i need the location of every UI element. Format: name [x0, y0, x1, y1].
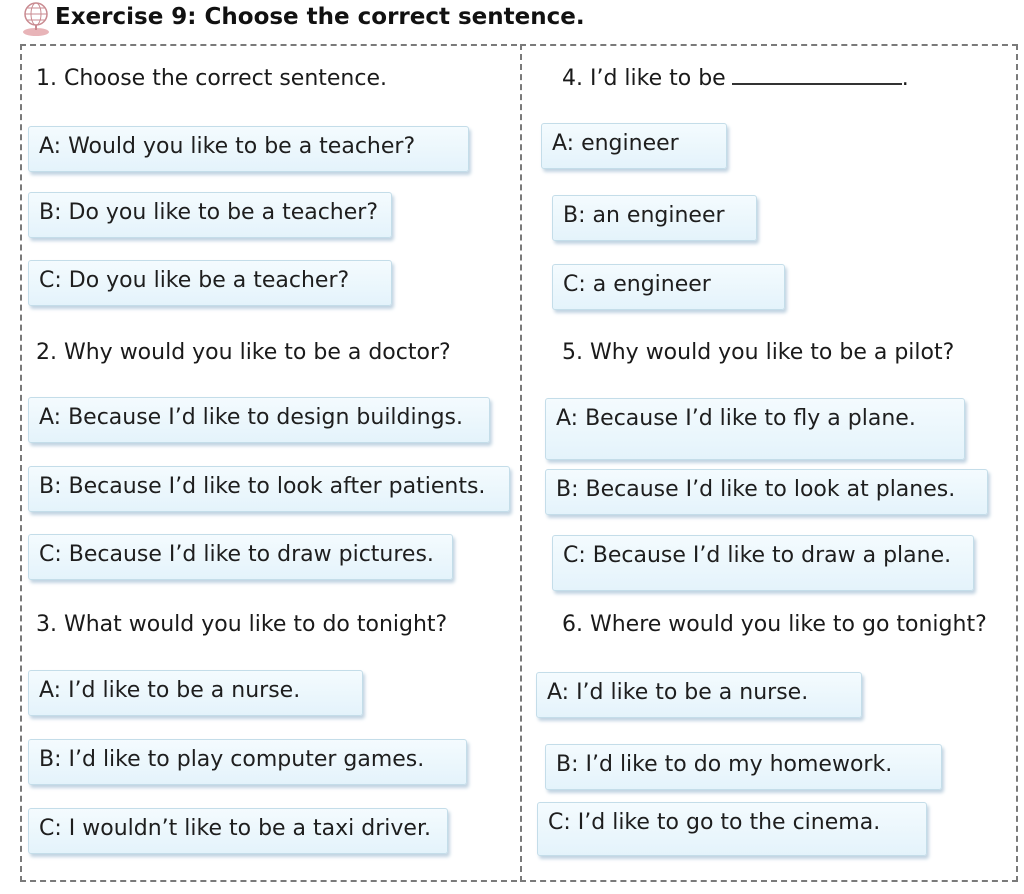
question-6-option-a[interactable]: A: I’d like to be a nurse. [536, 672, 862, 718]
question-3-option-c[interactable]: C: I wouldn’t like to be a taxi driver. [28, 808, 448, 854]
page-title: Exercise 9: Choose the correct sentence. [55, 4, 585, 30]
question-4-prompt-end: . [901, 66, 909, 91]
question-5-option-b[interactable]: B: Because I’d like to look at planes. [545, 469, 988, 515]
question-2-option-a[interactable]: A: Because I’d like to design buildings. [28, 397, 490, 443]
question-1-option-c[interactable]: C: Do you like be a teacher? [28, 260, 392, 306]
globe-icon [18, 0, 58, 38]
question-3-prompt: 3. What would you like to do tonight? [36, 612, 448, 637]
question-6-option-c[interactable]: C: I’d like to go to the cinema. [537, 802, 927, 856]
question-4-option-b[interactable]: B: an engineer [552, 195, 757, 241]
question-1-option-a[interactable]: A: Would you like to be a teacher? [28, 126, 469, 172]
question-3-option-a[interactable]: A: I’d like to be a nurse. [28, 670, 363, 716]
question-6-option-b[interactable]: B: I’d like to do my homework. [545, 744, 942, 790]
question-6-prompt: 6. Where would you like to go tonight? [562, 612, 987, 637]
question-5-prompt: 5. Why would you like to be a pilot? [562, 340, 955, 365]
question-2-option-b[interactable]: B: Because I’d like to look after patients. [28, 466, 510, 512]
question-3-option-b[interactable]: B: I’d like to play computer games. [28, 739, 467, 785]
answer-blank [732, 67, 902, 85]
question-1-option-b[interactable]: B: Do you like to be a teacher? [28, 192, 392, 238]
question-5-option-a[interactable]: A: Because I’d like to fly a plane. [545, 398, 965, 460]
question-4-option-c[interactable]: C: a engineer [552, 264, 785, 310]
question-2-prompt: 2. Why would you like to be a doctor? [36, 340, 451, 365]
question-2-option-c[interactable]: C: Because I’d like to draw pictures. [28, 534, 453, 580]
question-4-option-a[interactable]: A: engineer [541, 123, 727, 169]
question-4-prompt [562, 66, 909, 91]
question-1-prompt: 1. Choose the correct sentence. [36, 66, 387, 91]
question-4-prompt-text: 4. I’d like to be [562, 66, 726, 91]
question-5-option-c[interactable]: C: Because I’d like to draw a plane. [552, 535, 974, 591]
